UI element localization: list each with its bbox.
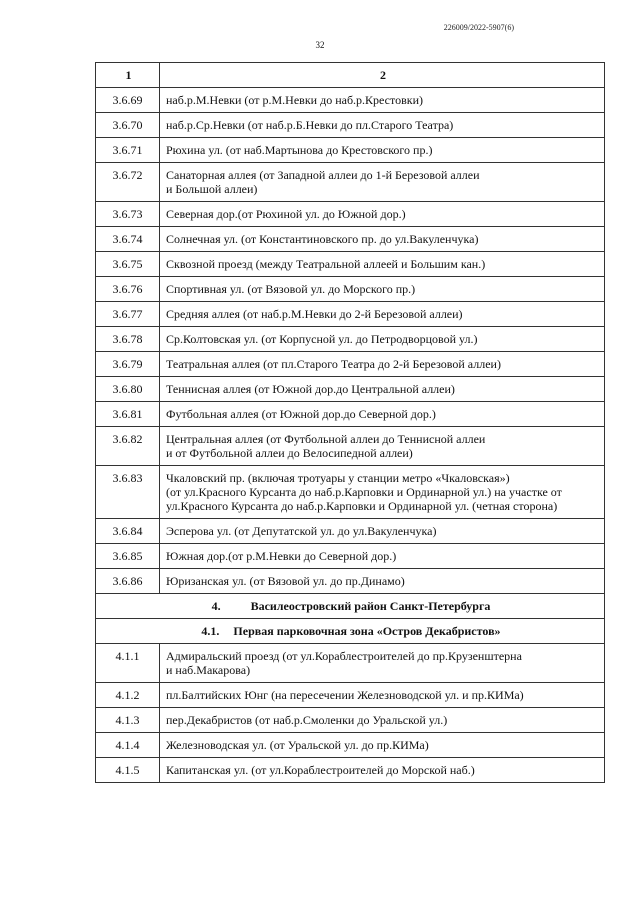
table-row xyxy=(96,519,605,544)
row-description: Центральная аллея (от Футбольной аллеи до Теннисной аллеи и от Футбольной аллеи до Велосипедной аллеи) xyxy=(160,427,605,466)
table-row xyxy=(96,202,605,227)
row-number: 3.6.84 xyxy=(96,519,160,544)
row-number: 3.6.69 xyxy=(96,88,160,113)
streets-table xyxy=(95,62,605,783)
table-row xyxy=(96,327,605,352)
row-number: 3.6.70 xyxy=(96,113,160,138)
table-row xyxy=(96,644,605,683)
row-number: 3.6.76 xyxy=(96,277,160,302)
table-row xyxy=(96,683,605,708)
row-description: Юризанская ул. (от Вязовой ул. до пр.Динамо) xyxy=(160,569,605,594)
row-number: 3.6.75 xyxy=(96,252,160,277)
table-row xyxy=(96,113,605,138)
table-header-row xyxy=(96,63,605,88)
table-row xyxy=(96,402,605,427)
subsection-title: Первая парковочная зона «Остров Декабристов» xyxy=(233,624,501,638)
row-description: пл.Балтийских Юнг (на пересечении Железноводской ул. и пр.КИМа) xyxy=(160,683,605,708)
table-row xyxy=(96,163,605,202)
row-number: 3.6.85 xyxy=(96,544,160,569)
section-heading xyxy=(96,594,605,619)
row-number: 3.6.83 xyxy=(96,466,160,519)
row-number: 4.1.3 xyxy=(96,708,160,733)
table-row xyxy=(96,427,605,466)
table-row xyxy=(96,138,605,163)
row-number: 3.6.86 xyxy=(96,569,160,594)
table-row xyxy=(96,377,605,402)
subsection-number: 4.1. xyxy=(201,624,220,638)
column-header-2: 2 xyxy=(160,63,605,88)
row-number: 3.6.71 xyxy=(96,138,160,163)
row-description: Солнечная ул. (от Константиновского пр. до ул.Вакуленчука) xyxy=(160,227,605,252)
row-number: 3.6.74 xyxy=(96,227,160,252)
row-number: 3.6.80 xyxy=(96,377,160,402)
section-title: Василеостровский район Санкт-Петербурга xyxy=(250,599,491,613)
table-row xyxy=(96,544,605,569)
row-description: наб.р.М.Невки (от р.М.Невки до наб.р.Крестовки) xyxy=(160,88,605,113)
row-description: Железноводская ул. (от Уральской ул. до пр.КИМа) xyxy=(160,733,605,758)
row-description: Теннисная аллея (от Южной дор.до Центральной аллеи) xyxy=(160,377,605,402)
row-description: Средняя аллея (от наб.р.М.Невки до 2-й Березовой аллеи) xyxy=(160,302,605,327)
row-number: 3.6.77 xyxy=(96,302,160,327)
table-row xyxy=(96,88,605,113)
row-description: Спортивная ул. (от Вязовой ул. до Морского пр.) xyxy=(160,277,605,302)
row-description: Эсперова ул. (от Депутатской ул. до ул.Вакуленчука) xyxy=(160,519,605,544)
table-row xyxy=(96,302,605,327)
row-number: 3.6.82 xyxy=(96,427,160,466)
row-description: Сквозной проезд (между Театральной аллеей и Большим кан.) xyxy=(160,252,605,277)
page-number: 32 xyxy=(315,40,325,50)
subsection-heading xyxy=(96,619,605,644)
row-number: 3.6.81 xyxy=(96,402,160,427)
row-number: 4.1.2 xyxy=(96,683,160,708)
table-row xyxy=(96,277,605,302)
table-row xyxy=(96,352,605,377)
subsection-heading-row xyxy=(96,619,605,644)
table-row xyxy=(96,466,605,519)
row-description: Адмиральский проезд (от ул.Кораблестроителей до пр.Крузенштерна и наб.Макарова) xyxy=(160,644,605,683)
row-number: 4.1.1 xyxy=(96,644,160,683)
row-description: пер.Декабристов (от наб.р.Смоленки до Уральской ул.) xyxy=(160,708,605,733)
row-description: Чкаловский пр. (включая тротуары у станции метро «Чкаловская») (от ул.Красного Курсанта до наб.р.Карповки и Ординарной ул.) на участке от ул.Красного Курсанта до наб.р.Карповки и Ординарной ул. (четная сторона) xyxy=(160,466,605,519)
row-description: Ср.Колтовская ул. (от Корпусной ул. до Петродворцовой ул.) xyxy=(160,327,605,352)
document-id: 226009/2022-5907(6) xyxy=(443,23,514,32)
row-description: Футбольная аллея (от Южной дор.до Северной дор.) xyxy=(160,402,605,427)
row-number: 3.6.73 xyxy=(96,202,160,227)
table-row xyxy=(96,252,605,277)
row-number: 3.6.78 xyxy=(96,327,160,352)
row-description: Северная дор.(от Рюхиной ул. до Южной дор.) xyxy=(160,202,605,227)
row-description: Южная дор.(от р.М.Невки до Северной дор.) xyxy=(160,544,605,569)
row-number: 3.6.72 xyxy=(96,163,160,202)
row-description: наб.р.Ср.Невки (от наб.р.Б.Невки до пл.Старого Театра) xyxy=(160,113,605,138)
row-description: Рюхина ул. (от наб.Мартынова до Крестовского пр.) xyxy=(160,138,605,163)
table-row xyxy=(96,708,605,733)
table-row xyxy=(96,733,605,758)
table-row xyxy=(96,758,605,783)
row-description: Капитанская ул. (от ул.Кораблестроителей до Морской наб.) xyxy=(160,758,605,783)
row-description: Театральная аллея (от пл.Старого Театра до 2-й Березовой аллеи) xyxy=(160,352,605,377)
section-number: 4. xyxy=(211,599,221,613)
table-row xyxy=(96,227,605,252)
section-heading-row xyxy=(96,594,605,619)
row-number: 3.6.79 xyxy=(96,352,160,377)
row-number: 4.1.4 xyxy=(96,733,160,758)
row-number: 4.1.5 xyxy=(96,758,160,783)
row-description: Санаторная аллея (от Западной аллеи до 1-й Березовой аллеи и Большой аллеи) xyxy=(160,163,605,202)
column-header-1: 1 xyxy=(96,63,160,88)
table-row xyxy=(96,569,605,594)
